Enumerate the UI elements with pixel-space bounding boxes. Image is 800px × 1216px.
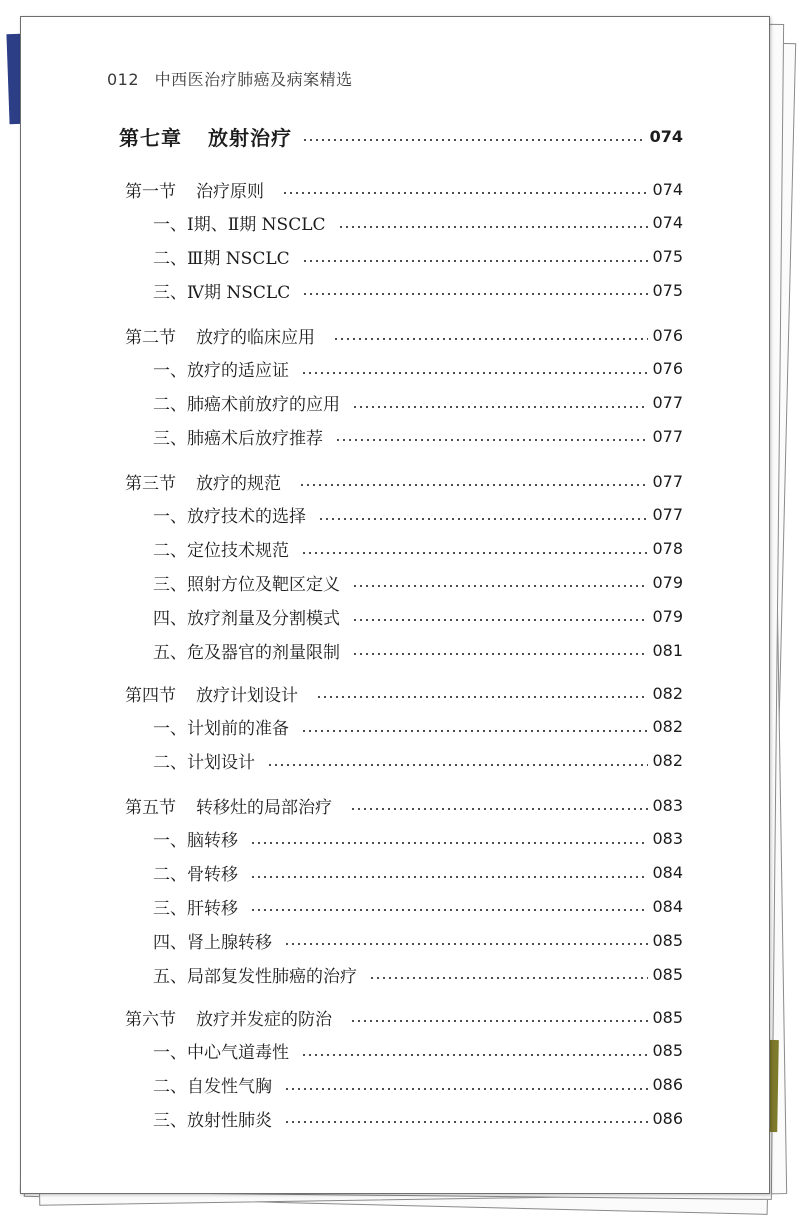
subsection-entry[interactable] bbox=[153, 602, 683, 630]
page-ref: 079 bbox=[652, 606, 683, 626]
item-title: 中心气道毒性 bbox=[187, 1043, 289, 1064]
leader-dots bbox=[301, 730, 648, 732]
section-entry-title bbox=[125, 469, 295, 494]
item-title: 肺癌术后放疗推荐 bbox=[187, 428, 323, 449]
item-label: 五、 bbox=[153, 966, 187, 987]
page-ref: 084 bbox=[652, 863, 683, 883]
subsection-entry-title bbox=[153, 638, 348, 663]
leader-dots bbox=[333, 338, 648, 340]
leader-dots bbox=[301, 1054, 648, 1056]
leader-dots bbox=[352, 619, 648, 621]
chapter-entry[interactable] bbox=[119, 122, 683, 150]
subsection-entry[interactable] bbox=[153, 960, 683, 988]
page-ref: 079 bbox=[652, 572, 683, 592]
subsection-entry-title bbox=[153, 748, 263, 773]
section-entry[interactable] bbox=[125, 679, 683, 707]
item-title: 肾上腺转移 bbox=[187, 932, 272, 953]
subsection-entry[interactable] bbox=[153, 1037, 683, 1065]
section-label: 第六节 bbox=[125, 1009, 176, 1030]
section-label: 第五节 bbox=[125, 797, 176, 818]
page-ref: 075 bbox=[652, 280, 683, 300]
item-label: 四、 bbox=[153, 932, 187, 953]
item-label: 二、 bbox=[153, 541, 187, 562]
subsection-entry[interactable] bbox=[153, 892, 683, 920]
subsection-entry[interactable] bbox=[153, 636, 683, 664]
section-label: 第一节 bbox=[125, 181, 176, 202]
page-ref: 086 bbox=[652, 1108, 683, 1128]
section-title: 转移灶的局部治疗 bbox=[196, 797, 332, 818]
subsection-entry-title bbox=[153, 356, 297, 381]
subsection-entry[interactable] bbox=[153, 1104, 683, 1132]
leader-dots bbox=[352, 585, 648, 587]
section-entry-title bbox=[125, 681, 312, 706]
leader-dots bbox=[352, 653, 648, 655]
section-entry[interactable] bbox=[125, 467, 683, 495]
item-label: 一、 bbox=[153, 215, 187, 236]
leader-dots bbox=[301, 372, 648, 374]
section-entry[interactable] bbox=[125, 1003, 683, 1031]
item-title: Ⅰ期、Ⅱ期 NSCLC bbox=[187, 215, 326, 236]
item-label: 二、 bbox=[153, 395, 187, 416]
page-ref: 082 bbox=[652, 751, 683, 771]
section-entry-title bbox=[125, 323, 329, 348]
subsection-entry-title bbox=[153, 1072, 280, 1097]
item-label: 一、 bbox=[153, 719, 187, 740]
subsection-entry-title bbox=[153, 210, 334, 235]
leader-dots bbox=[350, 808, 648, 810]
page-ref: 077 bbox=[652, 505, 683, 525]
item-title: 放射性肺炎 bbox=[187, 1110, 272, 1131]
section-label: 第三节 bbox=[125, 473, 176, 494]
subsection-entry[interactable] bbox=[153, 501, 683, 529]
book-title: 中西医治疗肺癌及病案精选 bbox=[154, 70, 353, 89]
subsection-entry[interactable] bbox=[153, 243, 683, 271]
item-label: 二、 bbox=[153, 249, 187, 270]
item-label: 三、 bbox=[153, 428, 187, 449]
page-ref: 084 bbox=[652, 896, 683, 916]
subsection-entry-title bbox=[153, 1038, 297, 1063]
subsection-entry-title bbox=[153, 714, 297, 739]
item-label: 二、 bbox=[153, 865, 187, 886]
item-title: 放疗技术的选择 bbox=[187, 507, 306, 528]
leader-dots bbox=[299, 484, 648, 486]
subsection-entry-title bbox=[153, 536, 297, 561]
subsection-entry-title bbox=[153, 502, 314, 527]
leader-dots bbox=[250, 909, 648, 911]
item-label: 四、 bbox=[153, 608, 187, 629]
item-title: Ⅳ期 NSCLC bbox=[187, 282, 291, 303]
item-title: 自发性气胸 bbox=[187, 1077, 272, 1098]
leader-dots bbox=[338, 226, 649, 228]
leader-dots bbox=[335, 439, 648, 441]
section-title: 放疗的临床应用 bbox=[196, 327, 315, 348]
subsection-entry-title bbox=[153, 390, 348, 415]
leader-dots bbox=[282, 192, 648, 194]
subsection-entry[interactable] bbox=[153, 355, 683, 383]
subsection-entry-title bbox=[153, 604, 348, 629]
section-title: 放疗计划设计 bbox=[196, 685, 298, 706]
subsection-entry[interactable] bbox=[153, 422, 683, 450]
item-label: 一、 bbox=[153, 1043, 187, 1064]
subsection-entry-title bbox=[153, 244, 298, 269]
page-ref: 083 bbox=[652, 795, 683, 815]
chapter-title: 放射治疗 bbox=[208, 125, 292, 150]
leader-dots bbox=[318, 518, 648, 520]
subsection-entry[interactable] bbox=[153, 859, 683, 887]
page-ref: 077 bbox=[652, 426, 683, 446]
section-entry[interactable] bbox=[125, 175, 683, 203]
leader-dots bbox=[369, 977, 648, 979]
subsection-entry[interactable] bbox=[153, 1071, 683, 1099]
item-title: 放疗剂量及分割模式 bbox=[187, 608, 340, 629]
item-label: 一、 bbox=[153, 361, 187, 382]
item-title: 照射方位及靶区定义 bbox=[187, 574, 340, 595]
page-ref: 076 bbox=[652, 359, 683, 379]
page-ref: 083 bbox=[652, 829, 683, 849]
item-label: 三、 bbox=[153, 898, 187, 919]
subsection-entry[interactable] bbox=[153, 713, 683, 741]
page-ref: 078 bbox=[652, 539, 683, 559]
page-number: 012 bbox=[107, 70, 140, 89]
subsection-entry[interactable] bbox=[153, 825, 683, 853]
page-ref: 085 bbox=[652, 1041, 683, 1061]
leader-dots bbox=[352, 406, 648, 408]
leader-dots bbox=[316, 696, 648, 698]
item-title: 肺癌术前放疗的应用 bbox=[187, 395, 340, 416]
leader-dots bbox=[250, 876, 648, 878]
section-entry-title bbox=[125, 177, 278, 202]
item-title: Ⅲ期 NSCLC bbox=[187, 249, 290, 270]
leader-dots bbox=[250, 842, 648, 844]
item-label: 二、 bbox=[153, 1077, 187, 1098]
page-ref: 075 bbox=[652, 247, 683, 267]
subsection-entry[interactable] bbox=[153, 926, 683, 954]
subsection-entry[interactable] bbox=[153, 568, 683, 596]
section-entry-title bbox=[125, 793, 346, 818]
section-label: 第四节 bbox=[125, 685, 176, 706]
subsection-entry[interactable] bbox=[153, 209, 683, 237]
page-ref: 086 bbox=[652, 1075, 683, 1095]
page-ref: 074 bbox=[649, 126, 683, 146]
subsection-entry-title bbox=[153, 278, 298, 303]
item-label: 二、 bbox=[153, 753, 187, 774]
page-ref: 074 bbox=[652, 179, 683, 199]
chapter-entry-title bbox=[119, 122, 298, 151]
leader-dots bbox=[284, 1088, 648, 1090]
page-ref: 085 bbox=[652, 930, 683, 950]
item-title: 计划前的准备 bbox=[187, 719, 289, 740]
page-ref: 085 bbox=[652, 964, 683, 984]
subsection-entry-title bbox=[153, 424, 331, 449]
subsection-entry-title bbox=[153, 962, 365, 987]
chapter-label: 第七章 bbox=[119, 125, 182, 150]
page-ref: 082 bbox=[652, 683, 683, 703]
page-ref: 085 bbox=[652, 1007, 683, 1027]
leader-dots bbox=[267, 764, 648, 766]
item-title: 计划设计 bbox=[187, 753, 255, 774]
item-title: 放疗的适应证 bbox=[187, 361, 289, 382]
item-label: 三、 bbox=[153, 282, 187, 303]
item-title: 肝转移 bbox=[187, 898, 238, 919]
leader-dots bbox=[302, 260, 649, 262]
item-label: 三、 bbox=[153, 1110, 187, 1131]
item-title: 局部复发性肺癌的治疗 bbox=[187, 966, 357, 987]
subsection-entry[interactable] bbox=[153, 747, 683, 775]
item-title: 骨转移 bbox=[187, 865, 238, 886]
item-label: 五、 bbox=[153, 642, 187, 663]
leader-dots bbox=[350, 1020, 648, 1022]
leader-dots bbox=[302, 293, 648, 295]
page-ref: 077 bbox=[652, 471, 683, 491]
leader-dots bbox=[302, 139, 646, 141]
subsection-entry[interactable] bbox=[153, 276, 683, 304]
leader-dots bbox=[284, 1121, 648, 1123]
page-ref: 076 bbox=[652, 325, 683, 345]
toc-page bbox=[20, 16, 770, 1194]
item-label: 一、 bbox=[153, 507, 187, 528]
subsection-entry-title bbox=[153, 928, 280, 953]
page-ref: 081 bbox=[652, 640, 683, 660]
section-label: 第二节 bbox=[125, 327, 176, 348]
page-ref: 074 bbox=[652, 213, 683, 233]
page-ref: 082 bbox=[652, 717, 683, 737]
item-label: 一、 bbox=[153, 831, 187, 852]
item-title: 危及器官的剂量限制 bbox=[187, 642, 340, 663]
subsection-entry-title bbox=[153, 894, 246, 919]
subsection-entry[interactable] bbox=[153, 389, 683, 417]
page-ref: 077 bbox=[652, 393, 683, 413]
item-title: 脑转移 bbox=[187, 831, 238, 852]
item-label: 三、 bbox=[153, 574, 187, 595]
running-header bbox=[107, 67, 353, 90]
item-title: 定位技术规范 bbox=[187, 541, 289, 562]
section-entry[interactable] bbox=[125, 321, 683, 349]
leader-dots bbox=[284, 943, 648, 945]
section-entry-title bbox=[125, 1005, 346, 1030]
subsection-entry-title bbox=[153, 1106, 280, 1131]
section-title: 放疗并发症的防治 bbox=[196, 1009, 332, 1030]
subsection-entry[interactable] bbox=[153, 535, 683, 563]
section-title: 放疗的规范 bbox=[196, 473, 281, 494]
section-entry[interactable] bbox=[125, 791, 683, 819]
subsection-entry-title bbox=[153, 860, 246, 885]
subsection-entry-title bbox=[153, 826, 246, 851]
subsection-entry-title bbox=[153, 570, 348, 595]
leader-dots bbox=[301, 552, 648, 554]
section-title: 治疗原则 bbox=[196, 181, 264, 202]
